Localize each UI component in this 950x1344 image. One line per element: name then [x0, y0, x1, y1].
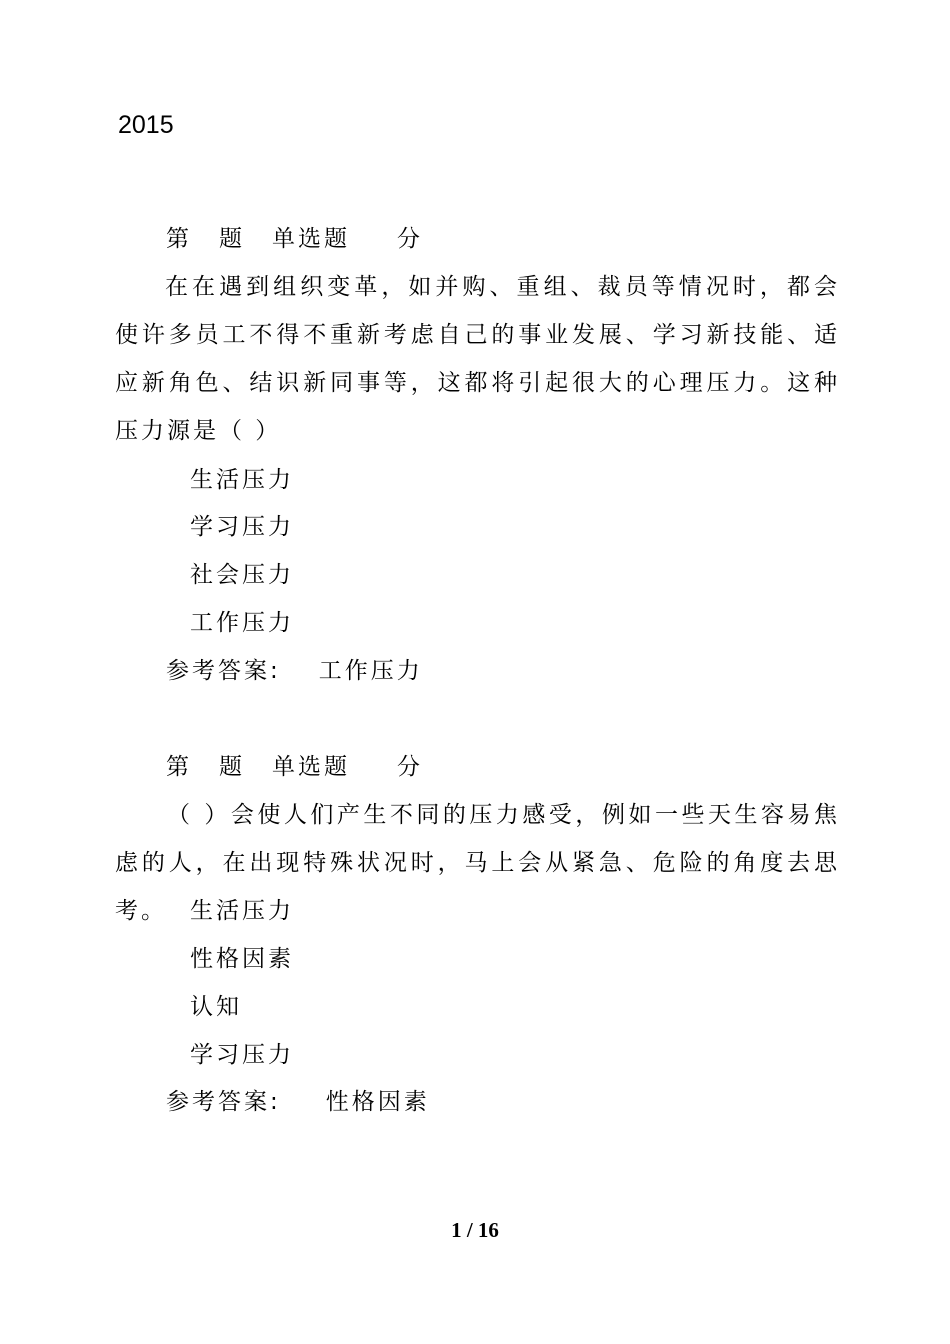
question-2-stem: （ ）会使人们产生不同的压力感受，例如一些天生容易焦虑的人，在出现特殊状况时，马上会从紧急、危险的角度去思考。: [115, 802, 840, 924]
question-2-option-a: 生活压力: [190, 898, 294, 924]
question-1-header: [166, 215, 423, 263]
answer-value: 工作压力: [318, 658, 423, 684]
answer-label: 参考答案:: [166, 658, 281, 684]
question-label: 题: [219, 754, 245, 780]
page-number: 1 / 16: [451, 1218, 499, 1242]
title-year: 2015: [118, 111, 174, 139]
question-2-option-d: 学习压力: [190, 1042, 294, 1068]
question-number-label: 第: [166, 754, 192, 780]
question-1-stem: 在在遇到组织变革，如并购、重组、裁员等情况时，都会使许多员工不得不重新考虑自己的事业发展、学习新技能、适应新角色、结识新同事等，这都将引起很大的心理压力。这种压力源是（ ）: [115, 274, 840, 444]
question-1-option-a: 生活压力: [190, 467, 294, 493]
question-1-option-b: 学习压力: [190, 514, 294, 540]
question-number-label: 第: [166, 226, 192, 252]
document-title-line-1: [118, 108, 508, 142]
question-2-answer: [166, 1078, 430, 1126]
question-1-option-c: 社会压力: [190, 562, 294, 588]
question-type: 单选题: [272, 754, 350, 780]
answer-value: 性格因素: [325, 1089, 430, 1115]
question-2-option-b: 性格因素: [190, 946, 294, 972]
question-1-option-d: 工作压力: [190, 610, 294, 636]
question-2-header: [166, 743, 423, 791]
question-label: 题: [219, 226, 245, 252]
question-type: 单选题: [272, 226, 350, 252]
answer-label: 参考答案:: [166, 1089, 281, 1115]
question-2-option-c: 认知: [190, 994, 242, 1020]
document-title-line-2: [228, 155, 478, 189]
question-1-answer: [166, 647, 423, 695]
question-score-label: 分: [397, 754, 423, 780]
question-score-label: 分: [397, 226, 423, 252]
